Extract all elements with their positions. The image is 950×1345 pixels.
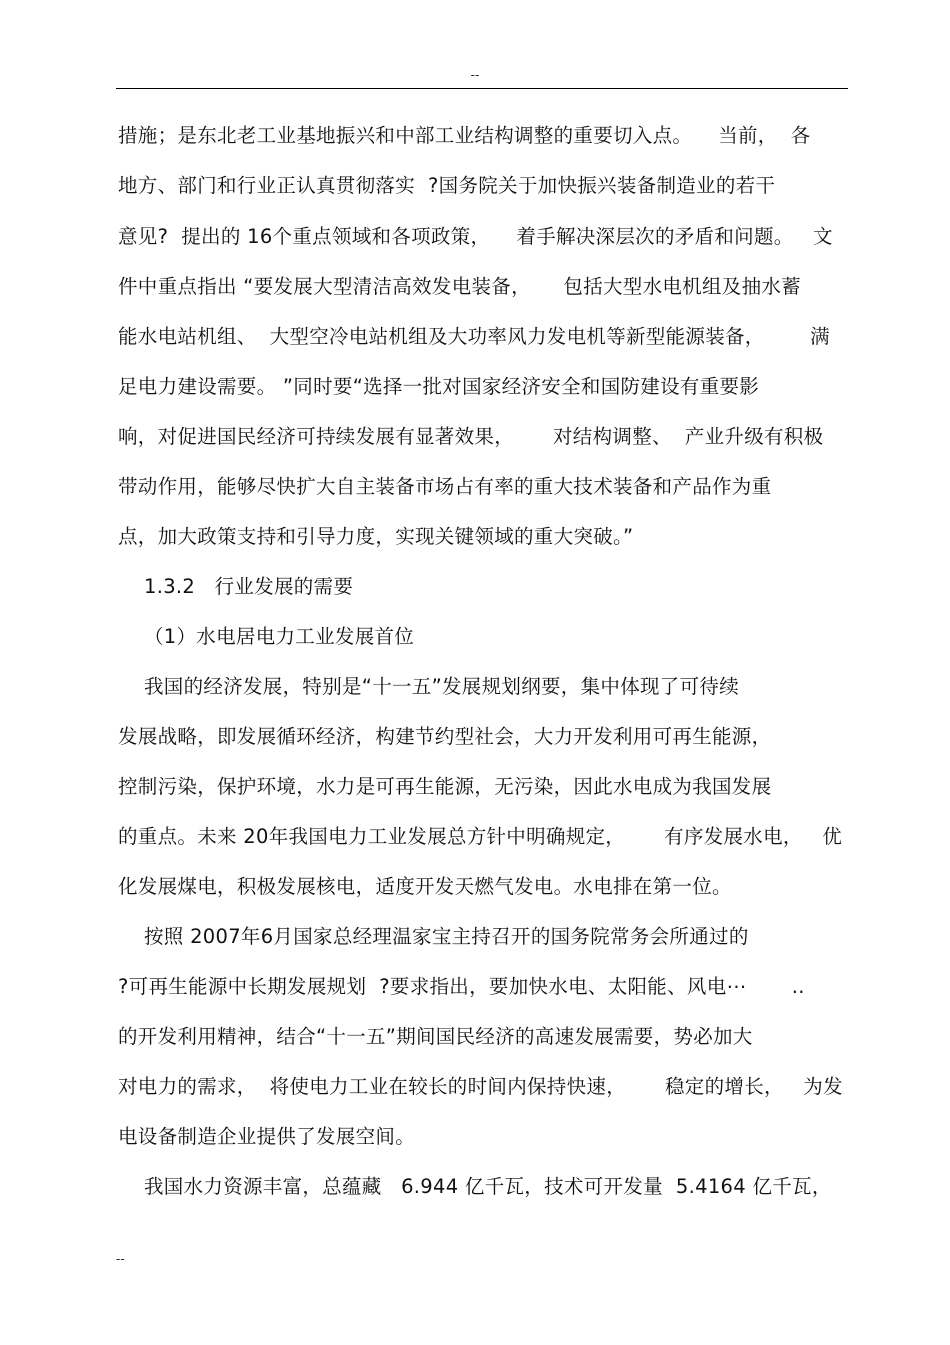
section-heading: 1.3.2 行业发展的需要 [118,575,354,598]
text-line: 我国水力资源丰富，总蕴藏 6.944 亿千瓦，技术可开发量 5.4164 亿千瓦， [118,1175,832,1198]
header-rule [116,88,848,89]
text-line: 的开发利用精神，结合“十一五”期间国民经济的高速发展需要，势必加大 [118,1025,753,1048]
text-line: 我国的经济发展，特别是“十一五”发展规划纲要，集中体现了可待续 [118,675,739,698]
text-line: 化发展煤电，积极发展核电，适度开发天燃气发电。水电排在第一位。 [118,875,732,898]
footer-mark: -- [116,1252,125,1266]
text-line: 意见? 提出的 16个重点领域和各项政策， 着手解决深层次的矛盾和问题。 文 [118,225,833,248]
text-line: 发展战略，即发展循环经济，构建节约型社会，大力开发利用可再生能源， [118,725,772,748]
text-line: 点，加大政策支持和引导力度，实现关键领域的重大突破。” [118,525,634,548]
header-mark: -- [470,68,480,82]
subsection-heading: （1）水电居电力工业发展首位 [118,625,415,648]
text-line: 对电力的需求， 将使电力工业在较长的时间内保持快速， 稳定的增长， 为发 [118,1075,843,1098]
text-line: 响，对促进国民经济可持续发展有显著效果， 对结构调整、 产业升级有积极 [118,425,824,448]
text-line: 的重点。未来 20年我国电力工业发展总方针中明确规定， 有序发展水电， 优 [118,825,842,848]
text-line: 地方、部门和行业正认真贯彻落实 ?国务院关于加快振兴装备制造业的若干 [118,174,776,197]
text-line: 件中重点指出 “要发展大型清洁高效发电装备， 包括大型水电机组及抽水蓄 [118,275,801,298]
text-line: 按照 2007年6月国家总经理温家宝主持召开的国务院常务会所通过的 [118,925,749,948]
text-line: ?可再生能源中长期发展规划 ?要求指出，要加快水电、太阳能、风电⋯ .. [118,975,805,998]
text-line: 带动作用，能够尽快扩大自主装备市场占有率的重大技术装备和产品作为重 [118,475,772,498]
text-line: 足电力建设需要。 ”同时要“选择一批对国家经济安全和国防建设有重要影 [118,375,760,398]
text-line: 控制污染，保护环境，水力是可再生能源，无污染，因此水电成为我国发展 [118,775,772,798]
text-line: 电设备制造企业提供了发展空间。 [118,1125,416,1148]
text-line: 措施；是东北老工业基地振兴和中部工业结构调整的重要切入点。 当前， 各 [118,124,811,147]
text-line: 能水电站机组、 大型空冷电站机组及大功率风力发电机等新型能源装备， 满 [118,325,830,348]
